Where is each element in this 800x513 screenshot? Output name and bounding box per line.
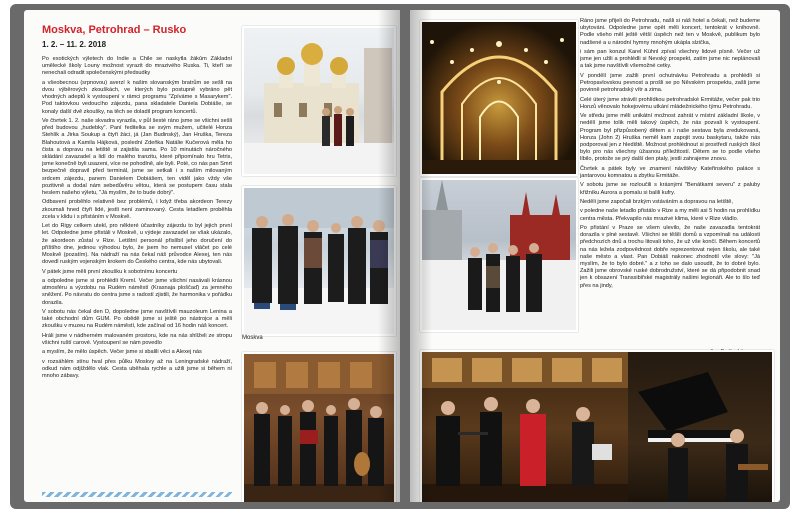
concert-scene-icon (422, 352, 628, 502)
piano-scene-icon (628, 352, 772, 502)
photo-band-performance (242, 352, 396, 502)
paragraph: Po přistání v Praze se všem ulevilo, že naše zavazadla tentokrát dorazila v plné sestavě. Všichni se těšili domů a vzpomínali na události předchozích dnů a trochu litovali toho, že už vše končí. Během koncertů na nás ležela zodpovědnost dobře reprezentovat nejen školu, ale také naše město a vlast. Pan Dobiáš nakonec zhodnotil vše slovy: "Já myslím, že to bylo dobré." a z toho se dalo usoudit, že to dobré bylo. Zažili jsme obrovské ruské dobrodružství, které se dá připodobnit snad jen k obsazení Transsibiřské magistrály našimi legionáři. Ale to šlo teď přes na jindy, (580, 224, 760, 289)
group-scene-icon (244, 188, 394, 334)
gutter-shadow (378, 10, 400, 502)
paragraph: Ve čtvrtek 1. 2. naše skvadra vyrazila, v půl šesté ráno jsme se všichni sešli před budovou „hudebky“. Paní ředitelka se svým mužem, učitelé Honza Stehlík a Jirka Soukup a čtyři žáci, já (Jan Budinský), Jan Hruška, Tereza Blahoutová a Kamila Hájková, poslední Zdeňka Natálie Kučerová měla ho čista a dopravu na letiště si zajistila sama. Po 10 minutách náročného skládání zavazadel a lidí do malého tranzitu, které připomínalo hru Tetris, jsme konečně byli usazeni, více ne pohodlně, ale byli. Poté, co nás pan Smrt bezpečně dopravil před terminál, jsme se setkali i s naším milovaným srdcem zájezdu, panem Danielem Dobiášem, ten viděl jako vždy vše pozitivně a dodal nám sebedůvěru větou, která se postupem času stala heslem našeho výletu, "Já myslím, že to bude dobrý". (42, 118, 232, 197)
paragraph: Ve středu jsme měli unikátní možnost zahrát v místní základní škole, v nedělí jsme tolik měli takový úspěch, že nás pozvali k vystoupení. Program byl přizpůsobený dětem a i naše sestava byla zredukovaná, Honza (John 2) Hruška neměl kam zapojit svou baskytaru, takže nás podporoval jen z hlediště. Možnost prohlédnout si prostředí ruských škol bylo pro nás všechny úžasnou příležitostí. Dětem se to podle všeho líbilo, protože se prý další den ptaly, jestli zahrajeme znovu. (580, 113, 760, 163)
photo-concert-hall (420, 350, 774, 502)
decorative-stripe (42, 492, 232, 497)
paragraph: Čtvrtek a pátek byly ve znamení návštěvy Kateřinského paláce s jantarovou komnatou a zbytku Ermitáže. (580, 165, 760, 179)
paragraph: a odpoledne jsme si prohlédli Kreml. Večer jsme všichni nasávali krásnou atmosféru a výzdobu na Rudém náměstí (Krasnaja ploščaď) za jemného sněžení. Po návratu do centra jsme s radostí zjistili, že harmonika v pořádku dorazila. (42, 278, 232, 306)
paragraph: Po exotických výletech do Indie a Chile se naskytla žákům Základní umělecké školy Louny možnost vyrazit do mrazivého Ruska. Ti, kteří se nenechali odradit společenskými předsudky (42, 56, 232, 77)
left-page (24, 10, 400, 502)
open-book (10, 4, 790, 509)
paragraph: Celé úterý jsme strávili prohlídkou petrohradské Ermitáže, večer pak trio Honzů věnovalo hokejovému utkání mládežnického týmu Petrohradu. (580, 96, 760, 110)
photo-kremlin-church (242, 26, 396, 176)
left-text-column (42, 56, 232, 484)
photo-concert-piano (628, 352, 772, 502)
article-dates: 1. 2. – 11. 2. 2018 (42, 40, 107, 49)
paragraph: Odbavení proběhlo relativně bez problémů, i když třeba akordeon Terezy zkoumali hned čtyři lidé, jestli není zaminovaný. Cesta letadlem proběhla zcela v klidu i s přistáním v Moskvě. (42, 199, 232, 220)
paragraph: V pátek jsme měli první zkoušku k sobotnímu koncertu (42, 268, 178, 275)
paragraph: Neděli jsme započali brzkým vstáváním a dopravou na letiště, (580, 198, 733, 205)
photo-red-square (420, 178, 578, 332)
band-scene-icon (244, 354, 394, 502)
paragraph: v rozsáhlém stínu hval přes půlku Moskvy až na Leningradské nádraží, odkud nám odjíždělo vlak. Cesta uběhala rychle a užili jsme si během ní mnoho zábavy. (42, 358, 232, 380)
paragraph: Let do Rigy celkem utekl, pro některé účastníky zájezdu to byl jejich první let. Odpoledne jsme přistáli v Moskvě, u výdeje zavazadel se však ukázalo, že akordeon zůstal v Rize. Letištní personál přislíbil jeho doručení do příštího dne, jedinou výhodou bylo, že jsem ho nemusel vláčet po celé Moskvě (pozatím). Na nádraží na nás čekal náš průvodce Alexej, ten nás dovedl ruským vojenským krokem do Českého centra, kde nás ubytovali. (42, 223, 232, 266)
paragraph: i sám pan konzul Karel Kühnl zpíval všechny lidové písně. Večer už jsme jen užili a prohlédli si Nevský prospekt, zatím jsme nic neplánovali a tak jsme navštívili všemožné cetky. (580, 49, 760, 70)
paragraph: a myslím, že mělo úspěch. Večer jsme si sbalili věci a Alexej nás (42, 349, 202, 356)
paragraph: V sobotu nás čekal den D, dopoledne jsme navštívili mauzoleum Lenina a také obchodní dům GUM. Po obědě jsme si ještě po nástrojce a měli zkoušku v muzeu na Rudém náměstí, kde začínal od 16 hodin náš koncert. (42, 309, 232, 330)
lights-scene-icon (422, 22, 576, 174)
right-page (410, 10, 780, 502)
church-scene-icon (244, 28, 394, 174)
gutter-shadow (410, 10, 432, 502)
paragraph: a všeobecnou (srpnovou) averzí k našim slovanským bratrům se sešli na dvou výběrových zkouškách, ve kterých bylo postupně vybráno pět vhodných adeptů k vystoupení v rámci programu "Zpíváme s Masarykem". Pod taktovkou vedoucího zájezdu, pana skladatele Daniela Dobiáše, se konaly další dvě zkoušky, na těch se doladil program koncertů. (42, 79, 232, 115)
paragraph: V pondělí jsme zažili první ochutnávku Petrohradu a prohlédli si Petropavlovskou pevnost a prošli se po Něvském prospektu, zašli jsme povinně petrohradský vítr a zima. (580, 72, 760, 94)
photo-christmas-lights (420, 20, 578, 176)
photo-caption: Moskva (242, 335, 263, 341)
right-text-column (580, 18, 760, 356)
photo-group-snow (242, 186, 396, 336)
paragraph: Ráno jsme přijeli do Petrohradu, našli si náš hotel a čekali, než budeme ubytováni. Odpoledne jsme opět měli koncert, tentokrát v knihovně. Podle všeho měl ještě větší úspěch než ten v Moskvě, publikum bylo nadšené a u národní hymny mnohým ukápla slzička, (580, 18, 760, 46)
article-title: Moskva, Petrohrad – Rusko (42, 24, 187, 36)
red-square-scene-icon (422, 180, 576, 330)
paragraph: v poledne naše letadlo přistálo v Rize a my měli asi 5 hodin na prohlídku centra města. Překvapilo nás mrazivé klima, které v Rize vládlo. (580, 208, 760, 222)
paragraph: Hráli jsme v nádherném malovaném prostoru, kde na nás shlíželi ze stropu všichni ruští carové. Vystoupení se nám povedlo (42, 332, 232, 347)
paragraph: V sobotu jsme se rozloučili s krásnými "Benátkami severu" z paluby křižníku Aurora a pomalu si balili kufry. (580, 182, 760, 196)
